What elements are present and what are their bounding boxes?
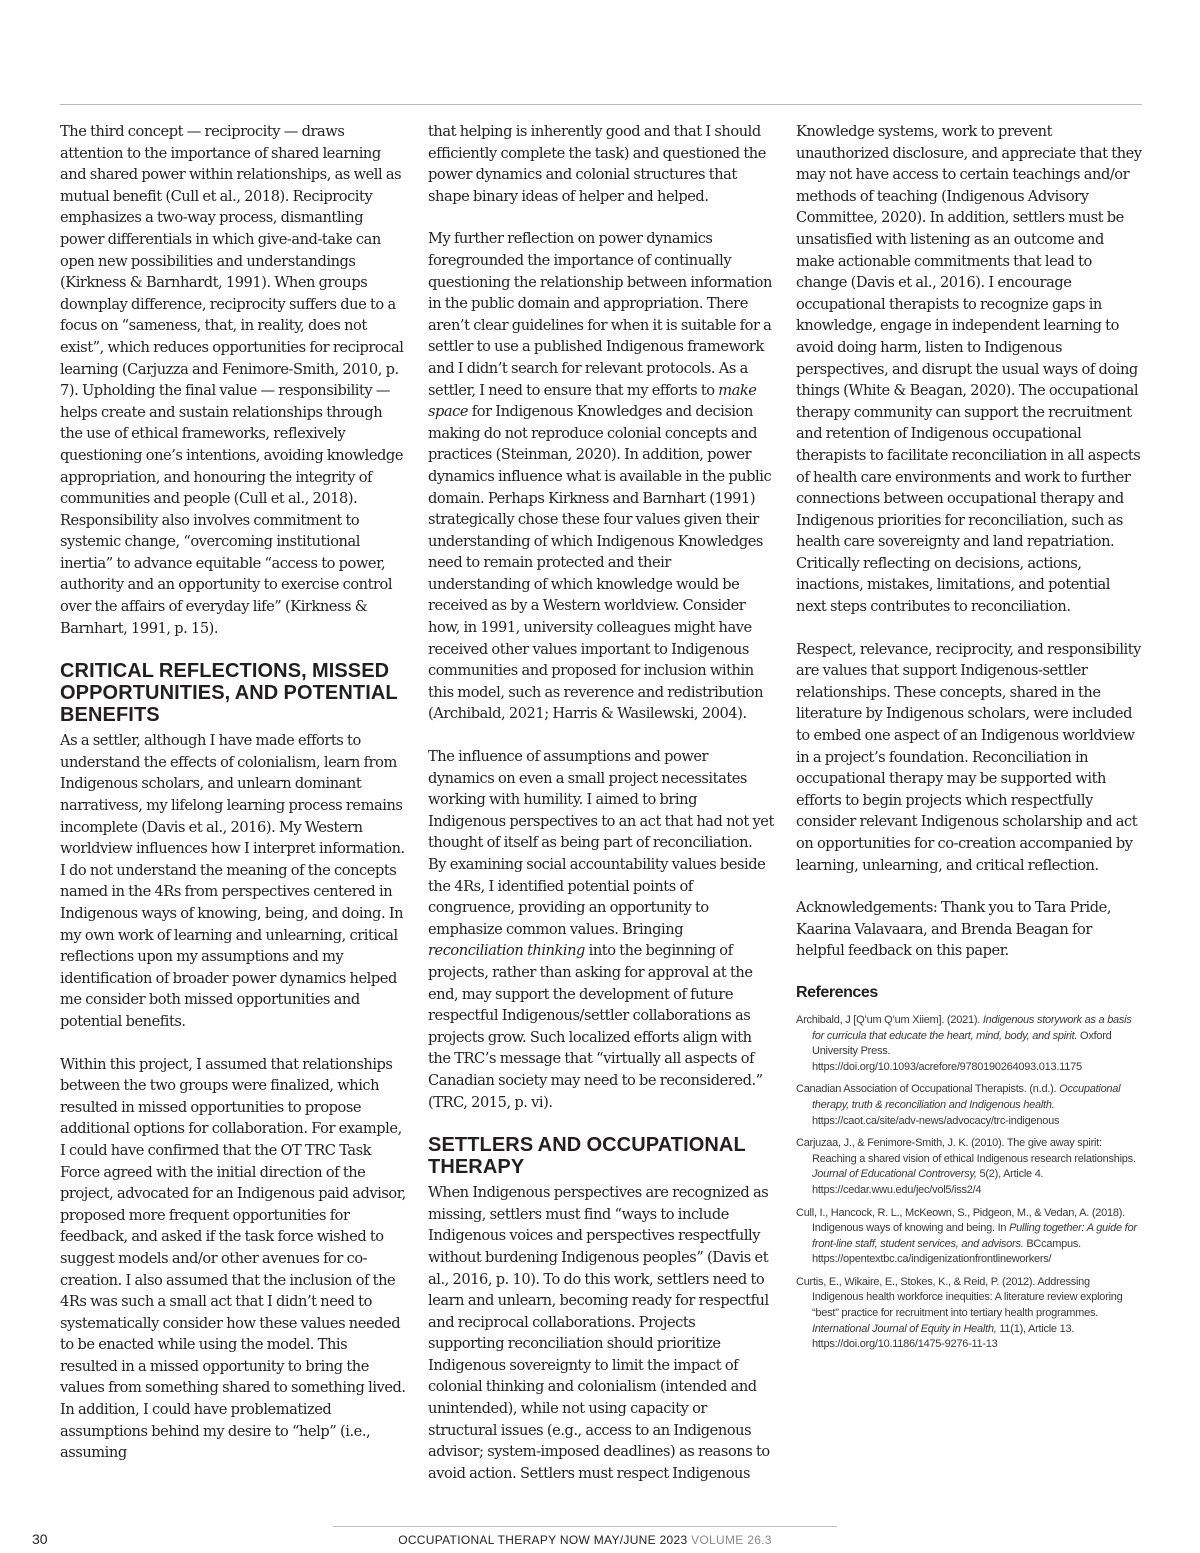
- ref-text: Archibald, J [Q’um Q’um Xiiem]. (2021).: [796, 1013, 983, 1026]
- ref-title: Indigenous storywork as a basis for curricula that educate the heart, mind, body, and spirit.: [812, 1013, 1132, 1042]
- paragraph: [428, 228, 774, 725]
- paragraph: Respect, relevance, reciprocity, and responsibility are values that support Indigenous-settler relationships. These concepts, shared in the literature by Indigenous scholars, were included to embed one aspect of an Indigenous worldview in a project’s foundation. Reconciliation in occupational therapy may be supported with efforts to begin projects which respectfully consider relevant Indigenous scholarship and act on opportunities for co-creation accompanied by learning, unlearning, and critical reflection.: [796, 640, 1141, 874]
- references-list: [796, 1013, 1142, 1353]
- reference-item: [796, 1082, 1142, 1129]
- paragraph: that helping is inherently good and that I should efficiently complete the task) and questioned the power dynamics and colonial structures that shape binary ideas of helper and helped.: [428, 123, 766, 205]
- paragraph: Knowledge systems, work to prevent unauthorized disclosure, and appreciate that they may not have access to certain teachings and/or methods of teaching (Indigenous Advisory Committee, 2020). In addition, settlers must be unsatisfied with listening as an outcome and make actionable commitments that lead to change (Davis et al., 2016). I encourage occupational therapists to recognize gaps in knowledge, engage in independent learning to avoid doing harm, listen to Indigenous perspectives, and disrupt the usual ways of doing things (White & Beagan, 2020). The occupational therapy community can support the recruitment and retention of Indigenous occupational therapists to facilitate reconciliation in all aspects of health care environments and work to further connections between occupational therapy and Indigenous priorities for reconciliation, such as health care sovereignty and land repatriation. Critically reflecting on decisions, actions, inactions, mistakes, limitations, and potential next steps contributes to reconciliation.: [796, 123, 1142, 616]
- running-footer: [333, 1533, 837, 1547]
- text-run: My further reflection on power dynamics foregrounded the importance of continually questioning the relationship between information in the public domain and appropriation. There aren’t clear guidelines for when it is suitable for a settler to use a published Indigenous framework and I didn’t search for relevant protocols. As a settler, I need to ensure that my efforts to: [428, 230, 772, 399]
- ref-title: Occupational therapy, truth & reconciliation and Indigenous health.: [812, 1083, 1121, 1111]
- reference-item: [796, 1206, 1142, 1268]
- ref-text: 5(2), Article 4. https://cedar.wwu.edu/jec/vol5/iss2/4: [812, 1168, 1044, 1196]
- ref-title: International Journal of Equity in Health,: [812, 1322, 997, 1335]
- ref-text: Canadian Association of Occupational Therapists. (n.d.).: [796, 1083, 1060, 1096]
- text-run: into the beginning of projects, rather than asking for approval at the end, may support the development of future respectful Indigenous/settler collaborations as projects grow. Such localized efforts align with the TRC’s message that “virtually all aspects of Canadian society may need to be reconsidered.” (TRC, 2015, p. vi).: [428, 942, 763, 1111]
- ref-text: Curtis, E., Wikaire, E., Stokes, K., & Reid, P. (2012). Addressing Indigenous health workforce inequities: A literature review exploring “best” practice for recruitment into tertiary health programmes.: [796, 1275, 1123, 1320]
- footer-rule: [333, 1526, 837, 1527]
- ref-text: Carjuzaa, J., & Fenimore-Smith, J. K. (2010). The give away spirit: Reaching a shared vision of ethical Indigenous research relationships.: [796, 1137, 1136, 1165]
- emphasis: make space: [428, 381, 757, 421]
- column-1: [60, 121, 406, 1485]
- text-run: The influence of assumptions and power dynamics on even a small project necessitates working with humility. I aimed to bring Indigenous perspectives to an act that had not yet thought of itself as being part of reconciliation. By examining social accountability values beside the 4Rs, I identified potential points of congruence, providing an opportunity to emphasize common values. Bringing: [428, 748, 774, 938]
- paragraph: The third concept — reciprocity — draws attention to the importance of shared learning and shared power within relationships, as well as mutual benefit (Cull et al., 2018). Reciprocity emphasizes a two-way process, dismantling power differentials in which give-and-take can open new possibilities and understandings (Kirkness & Barnhardt, 1991). When groups downplay difference, reciprocity suffers due to a focus on “sameness, that, in reality, does not exist”, which reduces opportunities for reciprocal learning (Carjuzza and Fenimore-Smith, 2010, p. 7). Upholding the final value — responsibility — helps create and sustain relationships through the use of ethical frameworks, reflexively questioning one’s intentions, avoiding knowledge appropriation, and honouring the integrity of communities and people (Cull et al., 2018). Responsibility also involves commitment to systemic change, “overcoming institutional inertia” to advance equitable “access to power, authority and an opportunity to exercise control over the affairs of everyday life” (Kirkness & Barnhart, 1991, p. 15).: [60, 123, 404, 637]
- ref-text: BCcampus. https://opentextbc.ca/indigenizationfrontlineworkers/: [812, 1237, 1081, 1266]
- page-number: 30: [32, 1531, 48, 1547]
- paragraph: [428, 746, 774, 1113]
- column-3: [796, 121, 1142, 1360]
- issue-date: MAY/JUNE 2023: [593, 1533, 688, 1547]
- reference-item: [796, 1013, 1142, 1075]
- emphasis: reconciliation thinking: [428, 942, 585, 960]
- ref-text: https://caot.ca/site/adv-news/advocacy/trc-indigenous: [812, 1114, 1060, 1127]
- ref-text: 11(1), Article 13. https://doi.org/10.1186/1475-9276-11-13: [812, 1322, 1075, 1351]
- section-heading: CRITICAL REFLECTIONS, MISSED OPPORTUNITIES, AND POTENTIAL BENEFITS: [60, 660, 398, 727]
- ref-text: Cull, I., Hancock, R. L., McKeown, S., Pidgeon, M., & Vedan, A. (2018). Indigenous ways of knowing and being. In: [796, 1206, 1125, 1235]
- column-2: [428, 121, 774, 1505]
- acknowledgements: Acknowledgements: Thank you to Tara Pride, Kaarina Valavaara, and Brenda Beagan for helpful feedback on this paper.: [796, 899, 1112, 960]
- references-heading: References: [796, 983, 878, 1001]
- reference-item: [796, 1275, 1142, 1353]
- paragraph: As a settler, although I have made efforts to understand the effects of colonialism, learn from Indigenous scholars, and unlearn dominant narrativess, my lifelong learning process remains incomplete (Davis et al., 2016). My Western worldview influences how I interpret information. I do not understand the meaning of the concepts named in the 4Rs from perspectives centered in Indigenous ways of knowing, being, and doing. In my own work of learning and unlearning, critical reflections upon my assumptions and my identification of broader power dynamics helped me consider both missed opportunities and potential benefits.: [60, 732, 405, 1030]
- ref-text: Oxford University Press. https://doi.org/10.1093/acrefore/9780190264093.013.1175: [812, 1029, 1112, 1073]
- magazine-title: OCCUPATIONAL THERAPY NOW: [398, 1533, 591, 1547]
- section-heading: SETTLERS AND OCCUPATIONAL THERAPY: [428, 1134, 746, 1179]
- text-run: for Indigenous Knowledges and decision making do not reproduce colonial concepts and practices (Steinman, 2020). In addition, power dynamics influence what is available in the public domain. Perhaps Kirkness and Barnhart (1991) strategically chose these four values given their understanding of which Indigenous Knowledges need to remain protected and their understanding of which knowledge would be received as by a Western worldview. Consider how, in 1991, university colleagues might have received other values important to Indigenous communities and proposed for inclusion within this model, such as reverence and redistribution (Archibald, 2021; Harris & Wasilewski, 2004).: [428, 403, 772, 723]
- paragraph: Within this project, I assumed that relationships between the two groups were finalized, which resulted in missed opportunities to propose additional options for collaboration. For example, I could have confirmed that the OT TRC Task Force agreed with the initial direction of the project, advocated for an Indigenous paid advisor, proposed more frequent opportunities for feedback, and asked if the task force wished to suggest models and/or other avenues for co-creation. I also assumed that the inclusion of the 4Rs was such a small act that I didn’t need to systematically consider how these values needed to be enacted while using the model. This resulted in a missed opportunity to bring the values from something shared to something lived. In addition, I could have problematized assumptions behind my desire to “help” (i.e., assuming: [60, 1055, 406, 1462]
- ref-title: Journal of Educational Controversy,: [812, 1168, 977, 1181]
- reference-item: [796, 1136, 1142, 1198]
- header-rule: [60, 104, 1142, 105]
- paragraph: When Indigenous perspectives are recognized as missing, settlers must find “ways to include Indigenous voices and perspectives respectfully without burdening Indigenous peoples” (Davis et al., 2016, p. 10). To do this work, settlers need to learn and unlearn, becoming ready for respectful and reciprocal collaborations. Projects supporting reconciliation should prioritize Indigenous sovereignty to limit the impact of colonial thinking and colonialism (intended and unintended), while not using capacity or structural issues (e.g., access to an Indigenous advisor; system-imposed deadlines) as reasons to avoid action. Settlers must respect Indigenous: [428, 1184, 770, 1482]
- ref-title: Pulling together: A guide for front-line staff, student services, and advisors.: [812, 1222, 1137, 1250]
- volume: VOLUME 26.3: [691, 1533, 772, 1547]
